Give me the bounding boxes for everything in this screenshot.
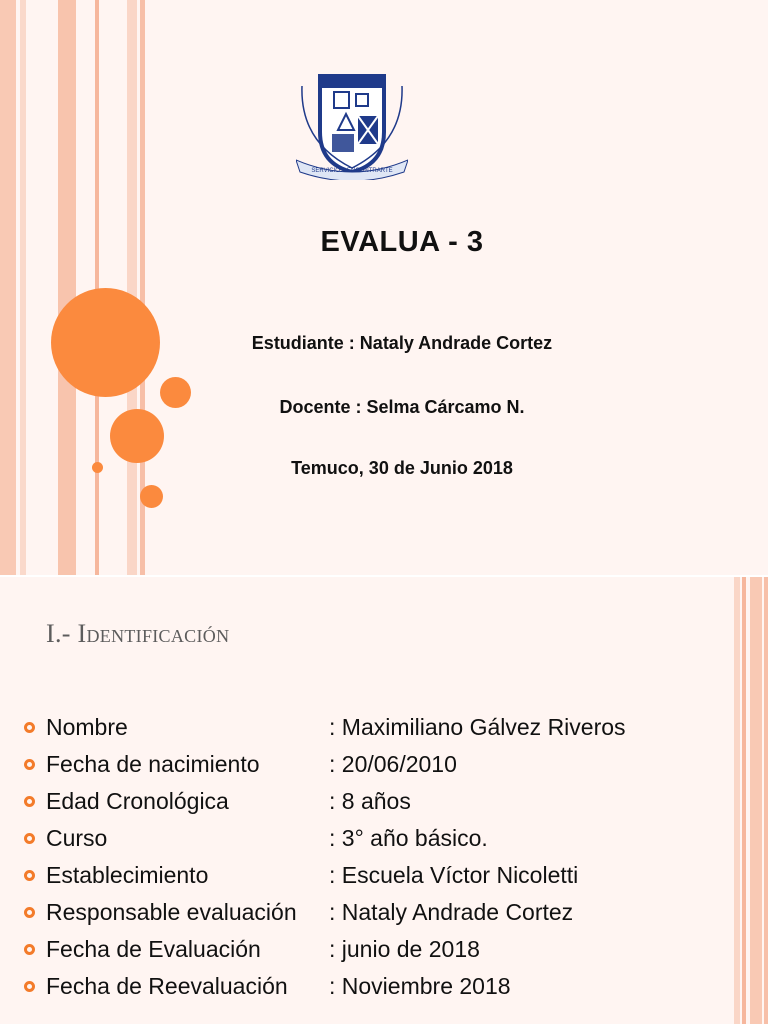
bullet-icon [24, 944, 35, 955]
presentation-title: EVALUA - 3 [320, 226, 484, 258]
item-label: Edad Cronológica [46, 788, 229, 814]
item-value: : junio de 2018 [329, 936, 480, 962]
item-label: Establecimiento [46, 862, 209, 888]
decor-stripe [20, 0, 26, 575]
decor-stripe [734, 577, 740, 1024]
item-label: Fecha de Reevaluación [46, 973, 288, 999]
svg-text:SERVICIO Y ENCONTRARTE: SERVICIO Y ENCONTRARTE [311, 168, 393, 174]
bullet-icon [24, 907, 35, 918]
bullet-icon [24, 759, 35, 770]
item-label: Nombre [46, 714, 128, 740]
decor-stripe [750, 577, 762, 1024]
item-value: : Escuela Víctor Nicoletti [329, 862, 579, 888]
item-value: : Noviembre 2018 [329, 973, 511, 999]
decor-stripe [58, 0, 76, 575]
item-label: Fecha de Evaluación [46, 936, 261, 962]
place-date-line: Temuco, 30 de Junio 2018 [291, 458, 513, 478]
item-value: : Nataly Andrade Cortez [329, 899, 574, 925]
decor-stripe [0, 0, 16, 575]
item-value: : 8 años [329, 788, 411, 814]
decor-stripe [742, 577, 746, 1024]
university-logo [296, 72, 408, 180]
item-value: : Maximiliano Gálvez Riveros [329, 714, 626, 740]
item-label: Responsable evaluación [46, 899, 297, 925]
bullet-icon [24, 981, 35, 992]
bullet-icon [24, 870, 35, 881]
item-value: : 20/06/2010 [329, 751, 457, 777]
decor-circle [140, 485, 163, 508]
item-label: Fecha de nacimiento [46, 751, 260, 777]
decor-stripe [764, 577, 768, 1024]
item-label: Curso [46, 825, 108, 851]
student-line: Estudiante : Nataly Andrade Cortez [251, 333, 553, 353]
identification-slide [0, 577, 768, 1024]
item-value: : 3° año básico. [329, 825, 488, 851]
teacher-line: Docente : Selma Cárcamo N. [279, 397, 525, 417]
section-heading: I.- Identificación [46, 619, 230, 648]
bullet-icon [24, 796, 35, 807]
decor-stripe [127, 0, 137, 575]
bullet-icon [24, 833, 35, 844]
bullet-icon [24, 722, 35, 733]
